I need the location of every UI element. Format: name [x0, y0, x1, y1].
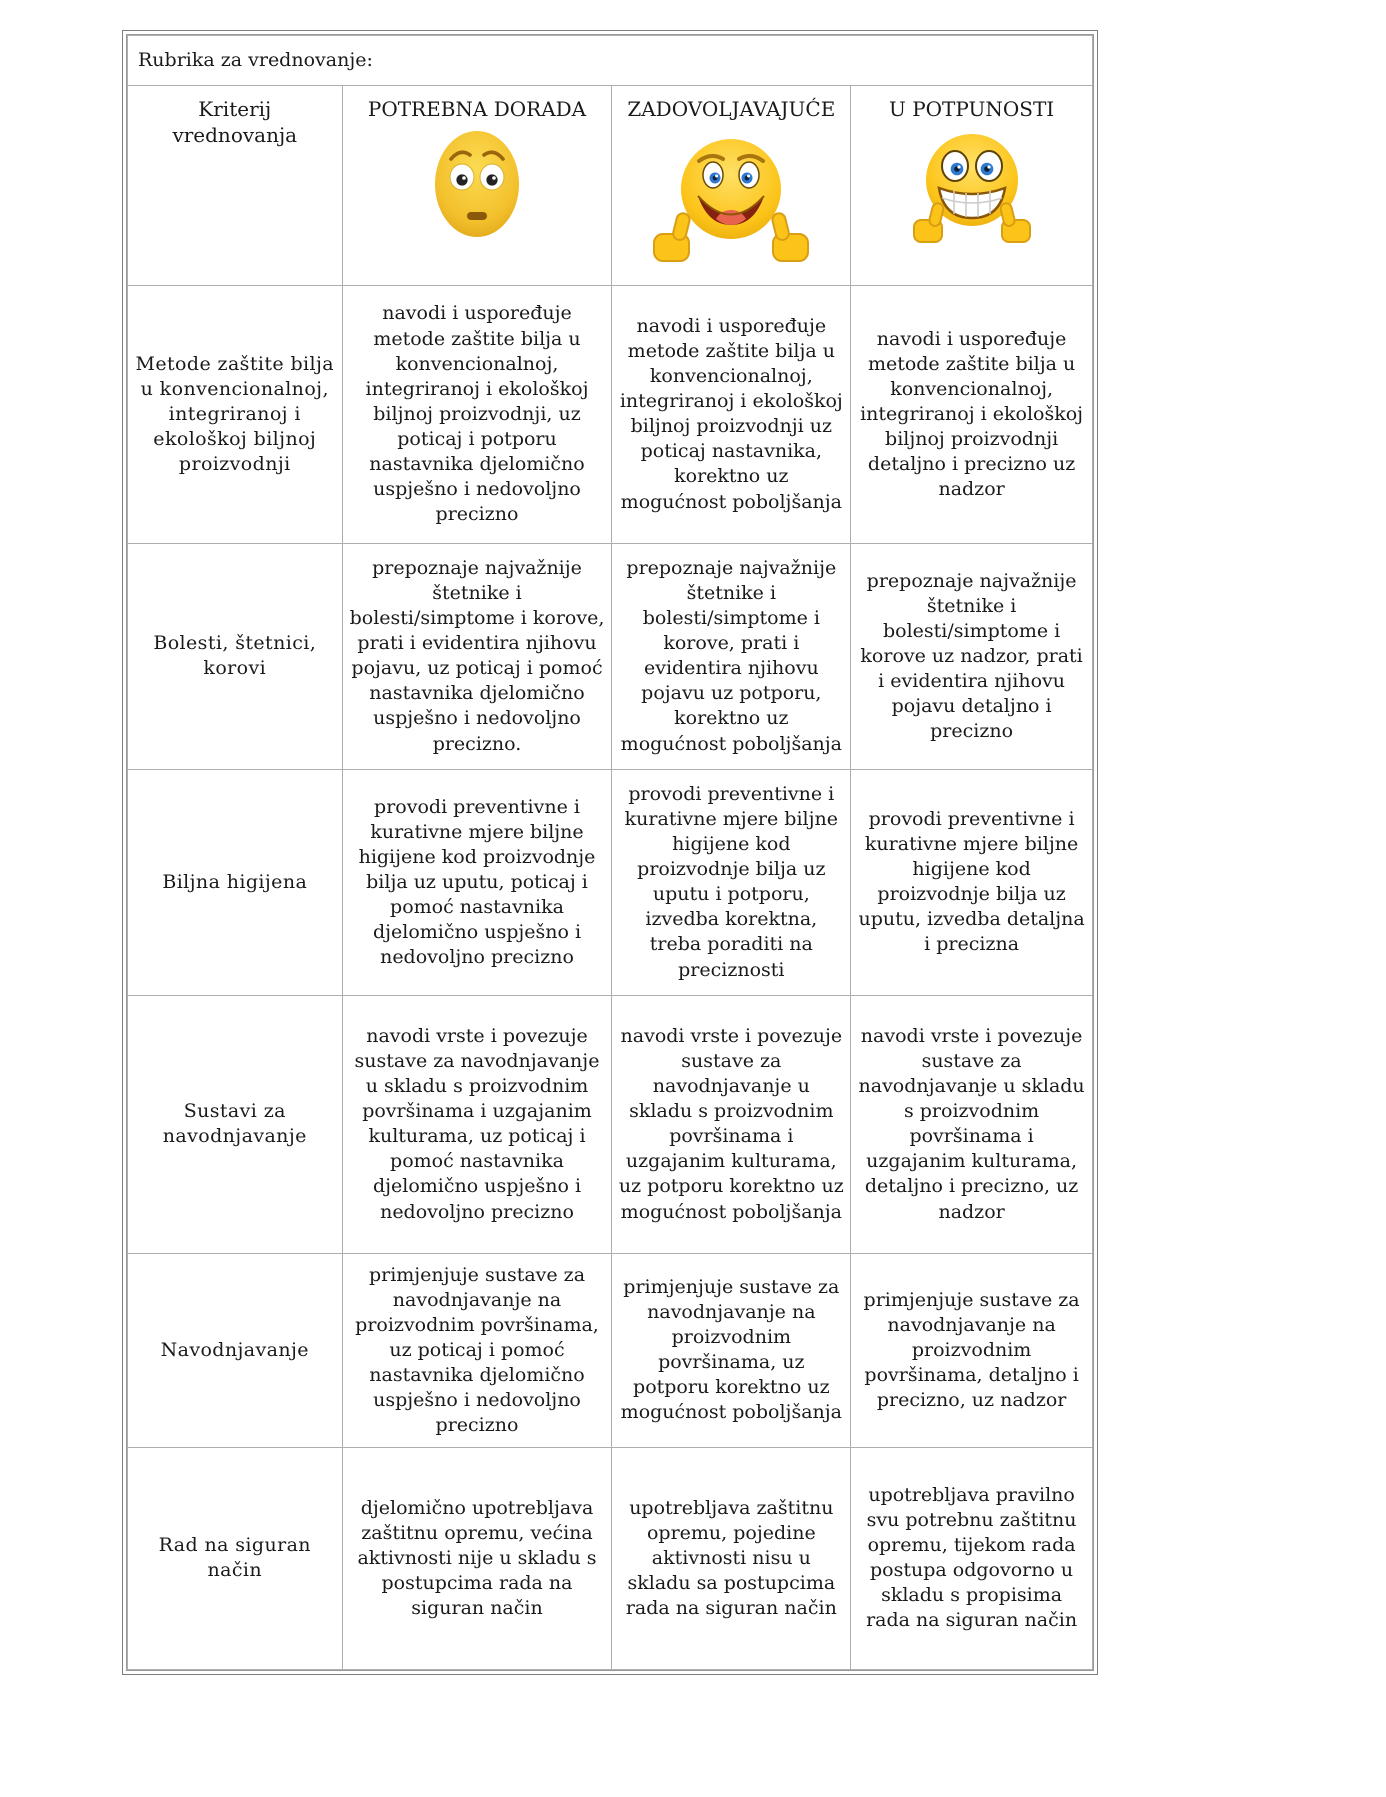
fully-cell: upotrebljava pravilno svu potrebnu zaštitnu opremu, tijekom rada postupa odgovorno u skladu s propisima rada na siguran način: [851, 1447, 1093, 1669]
column-header-satisfactory-label: ZADOVOLJAVAJUĆE: [627, 97, 836, 121]
needs-work-cell: primjenjuje sustave za navodnjavanje na proizvodnim površinama, uz poticaj i pomoć nastavnika djelomično uspješno i nedovoljno precizno: [342, 1253, 612, 1447]
satisfactory-cell: prepoznaje najvažnije štetnike i bolesti/simptome i korove, prati i evidentira njihovu pojavu uz potporu, korektno uz mogućnost poboljšanja: [612, 543, 851, 769]
table-row: [128, 1447, 1093, 1669]
satisfactory-cell: provodi preventivne i kurativne mjere biljne higijene kod proizvodnje bilja uz uputu i potporu, izvedba korektna, treba poraditi na preciznosti: [612, 769, 851, 995]
needs-work-cell: djelomično upotrebljava zaštitnu opremu, većina aktivnosti nije u skladu s postupcima rada na siguran način: [342, 1447, 612, 1669]
criterion-cell: Bolesti, štetnici, korovi: [128, 543, 343, 769]
fully-cell: prepoznaje najvažnije štetnike i bolesti/simptome i korove uz nadzor, prati i evidentira njihovu pojavu detaljno i precizno: [851, 543, 1093, 769]
criterion-cell: Rad na siguran način: [128, 1447, 343, 1669]
rubric-inner-border: [126, 34, 1094, 1671]
criterion-cell: Sustavi za navodnjavanje: [128, 995, 343, 1253]
needs-work-cell: navodi vrste i povezuje sustave za navodnjavanje u skladu s proizvodnim površinama i uzgajanim kulturama, uz poticaj i pomoć nastavnika djelomično uspješno i nedovoljno precizno: [342, 995, 612, 1253]
rubric-outer-border: [122, 30, 1098, 1675]
table-row: [128, 769, 1093, 995]
column-header-fully-label: U POTPUNOSTI: [888, 97, 1055, 121]
table-row: [128, 543, 1093, 769]
fully-cell: navodi vrste i povezuje sustave za navodnjavanje u skladu s proizvodnim površinama i uzgajanim kulturama, detaljno i precizno, uz nadzor: [851, 995, 1093, 1253]
criterion-cell: Metode zaštite bilja u konvencionalnoj, integriranoj i ekološkoj biljnoj proizvodnji: [128, 285, 343, 543]
column-header-needs-work-label: POTREBNA DORADA: [367, 97, 587, 121]
satisfactory-cell: navodi i uspoređuje metode zaštite bilja u konvencionalnoj, integriranoj i ekološkoj biljnoj proizvodnji uz poticaj nastavnika, korektno uz mogućnost poboljšanja: [612, 285, 851, 543]
column-header-criteria: [128, 86, 343, 286]
satisfactory-cell: primjenjuje sustave za navodnjavanje na proizvodnim površinama, uz potporu korektno uz mogućnost poboljšanja: [612, 1253, 851, 1447]
smiling-face-two-thumbs-up-emoji-icon: [642, 128, 820, 274]
table-row: [128, 285, 1093, 543]
fully-cell: navodi i uspoređuje metode zaštite bilja u konvencionalnoj, integriranoj i ekološkoj biljnoj proizvodnji detaljno i precizno uz nadzor: [851, 285, 1093, 543]
fully-cell: primjenjuje sustave za navodnjavanje na proizvodnim površinama, detaljno i precizno, uz nadzor: [851, 1253, 1093, 1447]
column-header-satisfactory: [612, 86, 851, 286]
column-header-needs-work: [342, 86, 612, 286]
satisfactory-cell: upotrebljava zaštitnu opremu, pojedine aktivnosti nisu u skladu sa postupcima rada na siguran način: [612, 1447, 851, 1669]
rubric-title: Rubrika za vrednovanje:: [128, 36, 1093, 86]
satisfactory-cell: navodi vrste i povezuje sustave za navodnjavanje u skladu s proizvodnim površinama i uzgajanim kulturama, uz potporu korektno uz mogućnost poboljšanja: [612, 995, 851, 1253]
needs-work-cell: navodi i uspoređuje metode zaštite bilja u konvencionalnoj, integriranoj i ekološkoj biljnoj proizvodnji, uz poticaj i potporu nastavnika djelomično uspješno i nedovoljno precizno: [342, 285, 612, 543]
needs-work-cell: provodi preventivne i kurativne mjere biljne higijene kod proizvodnje bilja uz uputu, poticaj i pomoć nastavnika djelomično uspješno i nedovoljno precizno: [342, 769, 612, 995]
table-row: [128, 995, 1093, 1253]
worried-face-emoji-icon: [431, 128, 523, 240]
criterion-cell: Navodnjavanje: [128, 1253, 343, 1447]
column-header-criteria-label: Kriterij vrednovanja: [172, 97, 298, 148]
table-row: [128, 1253, 1093, 1447]
rubric-header-row: [128, 86, 1093, 286]
grinning-face-thumbs-up-emoji-icon: [912, 128, 1032, 246]
needs-work-cell: prepoznaje najvažnije štetnike i bolesti/simptome i korove, prati i evidentira njihovu pojavu, uz poticaj i pomoć nastavnika djelomično uspješno i nedovoljno precizno.: [342, 543, 612, 769]
rubric-title-row: [128, 36, 1093, 86]
fully-cell: provodi preventivne i kurativne mjere biljne higijene kod proizvodnje bilja uz uputu, izvedba detaljna i precizna: [851, 769, 1093, 995]
rubric-table: [127, 35, 1093, 1670]
criterion-cell: Biljna higijena: [128, 769, 343, 995]
column-header-fully: [851, 86, 1093, 286]
